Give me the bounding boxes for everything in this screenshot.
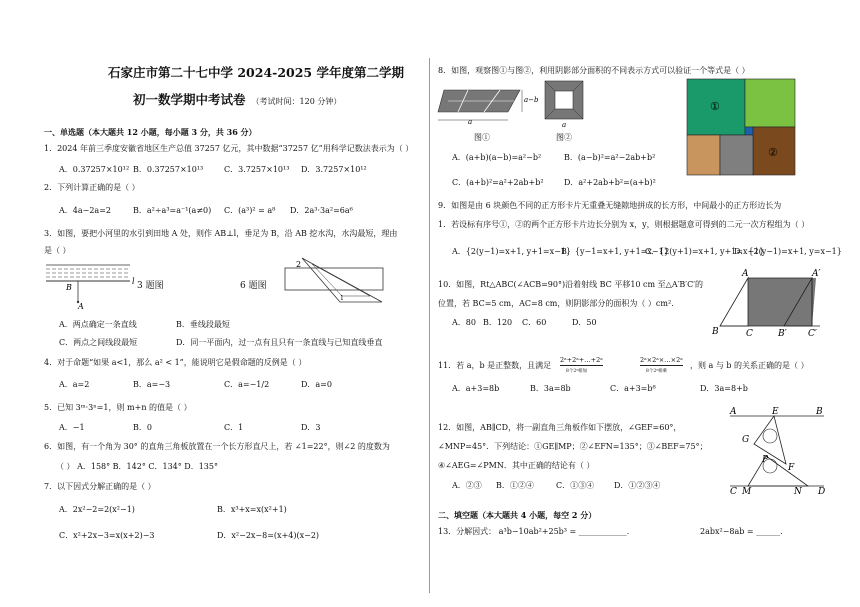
q1-option-d[interactable]: D．3.7257×10¹²: [301, 165, 367, 174]
q4-option-b[interactable]: B．a=−3: [133, 380, 171, 389]
q3-stem-cont: 是（ ）: [44, 246, 71, 255]
q11-option-d[interactable]: D．3a=8+b: [700, 384, 748, 393]
svg-text:C: C: [730, 487, 737, 497]
q8-stem: 8．如图，观察图①与图②，利用阴影部分面积的不同表示方式可以验证一个等式是（ ）: [438, 66, 750, 75]
svg-text:P: P: [762, 455, 769, 465]
q10-option-d[interactable]: D．50: [572, 318, 597, 327]
svg-text:B: B: [816, 407, 823, 417]
svg-text:a: a: [468, 118, 473, 126]
q9-option-a[interactable]: A．{2(y−1)=x+1, y+1=x−1}: [452, 247, 572, 256]
q6-stem: 6．如图，有一个角为 30° 的直角三角板放置在一个长方形直尺上，若 ∠1=22°，则∠2 的度数为: [44, 442, 390, 451]
q3-option-b[interactable]: B．垂线段最短: [176, 320, 230, 329]
svg-text:B′: B′: [778, 329, 787, 339]
svg-text:a−b: a−b: [524, 96, 539, 104]
section-one-heading: 一、单选题（本大题共 12 小题，每小题 3 分，共 36 分）: [44, 127, 257, 137]
q7-option-b[interactable]: B．x³+x=x(x²+1): [217, 505, 287, 514]
q2-stem: 2．下列计算正确的是（ ）: [44, 183, 140, 192]
svg-text:E: E: [772, 407, 779, 417]
q10-option-a[interactable]: A．80: [452, 318, 476, 327]
q5-option-d[interactable]: D．3: [301, 423, 321, 432]
q3-option-c[interactable]: C．两点之间线段最短: [59, 338, 138, 347]
q13-tail: 2abx²−8ab = ______．: [700, 527, 789, 536]
square-1-label: ①: [710, 100, 720, 113]
q3-option-d[interactable]: D．同一平面内，过一点有且只有一条直线与已知直线垂直: [176, 338, 383, 347]
svg-text:1: 1: [340, 295, 344, 302]
q8-figure-2: [542, 78, 592, 130]
svg-text:C: C: [746, 329, 753, 339]
q2-option-b[interactable]: B．a²÷a³=a⁻¹(a≠0): [133, 206, 212, 215]
q10-option-c[interactable]: C．60: [522, 318, 547, 327]
svg-text:2: 2: [296, 260, 302, 269]
svg-text:A: A: [730, 407, 737, 417]
svg-text:G: G: [742, 435, 750, 445]
q3-stem: 3．如图，要把小河里的水引到田地 A 处，则作 AB⊥l，垂足为 B，沿 AB 挖水沟，水沟最短，理由: [44, 229, 398, 238]
river-figure: [44, 262, 144, 312]
q4-option-a[interactable]: A．a=2: [59, 380, 90, 389]
q8-option-c[interactable]: C．(a+b)²=a²+2ab+b²: [452, 178, 544, 187]
q4-option-d[interactable]: D．a=0: [301, 380, 332, 389]
q9-option-d[interactable]: D．{2(y−1)=x+1, y=x−1}: [734, 247, 842, 256]
q1-option-b[interactable]: B．0.37257×10¹³: [133, 165, 204, 174]
q9-stem-cont: 1．若设标有序号①，②的两个正方形卡片边长分别为 x，y，则根据题意可得到的二元一次方程组为（ ）: [438, 220, 810, 229]
q12-option-c[interactable]: C．①③④: [556, 481, 595, 490]
svg-text:B: B: [712, 327, 719, 337]
q2-option-a[interactable]: A．4a−2a=2: [59, 206, 111, 215]
q8-option-a[interactable]: A．(a+b)(a−b)=a²−b²: [452, 153, 542, 162]
q1-stem: 1．2024 年前三季度安徽省地区生产总值 37257 亿元，其中数据“37257 亿”用科学记数法表示为（ ）: [44, 144, 414, 153]
q1-option-a[interactable]: A．0.37257×10¹²: [59, 165, 130, 174]
svg-text:D: D: [818, 487, 826, 497]
time-note: （考试时间：120 分钟）: [251, 97, 342, 106]
q5-option-a[interactable]: A．−1: [59, 423, 85, 432]
q4-option-c[interactable]: C．a=−1/2: [224, 380, 270, 389]
q9-stem: 9．如图是由 6 块颜色不同的正方形卡片无重叠无缝隙地拼成的长方形，中间最小的正方形边长为: [438, 201, 782, 210]
q6-options[interactable]: （ ） A．158° B．142° C．134° D．135°: [56, 462, 218, 471]
q1-option-c[interactable]: C．3.7257×10¹³: [224, 165, 290, 174]
q5-stem: 5．已知 3ᵐ·3ⁿ=1，则 m+n 的值是（ ）: [44, 403, 192, 412]
q8-figure-1-label: 图①: [474, 133, 490, 142]
q10-option-b[interactable]: B．120: [483, 318, 513, 327]
svg-text:N: N: [794, 487, 802, 497]
q2-option-d[interactable]: D．2a³·3a²=6a⁶: [290, 206, 353, 215]
q9-option-b[interactable]: B．{y−1=x+1, y+1=x−1}: [561, 247, 669, 256]
section-two-heading: 二、填空题（本大题共 4 小题，每空 2 分）: [438, 510, 597, 520]
svg-text:A′: A′: [812, 269, 821, 279]
q6-figure-label: 6 题图: [240, 281, 267, 291]
q10-stem-cont: 位置，若 BC=5 cm，AC=8 cm，则阴影部分的面积为（ ）cm².: [438, 299, 674, 308]
svg-text:A: A: [78, 302, 84, 311]
q4-stem: 4．对于命题“如果 a<1，那么 a² < 1”，能说明它是假命题的反例是（ ）: [44, 358, 307, 367]
q11-option-c[interactable]: C．a+3=b⁸: [610, 384, 656, 393]
q9-square-figure: [686, 78, 826, 198]
q11-tail: ，则 a 与 b 的关系正确的是（ ）: [690, 361, 809, 370]
square-2-label: ②: [768, 146, 778, 159]
q5-option-c[interactable]: C．1: [224, 423, 244, 432]
q10-triangle-figure: [708, 268, 828, 340]
q12-option-d[interactable]: D．①②③④: [614, 481, 661, 490]
q3-option-a[interactable]: A．两点确定一条直线: [59, 320, 137, 329]
q8-option-d[interactable]: D．a²+2ab+b²=(a+b)²: [564, 178, 656, 187]
school-title: 石家庄市第二十七中学 2024-2025 学年度第二学期: [108, 65, 404, 80]
q12-stem: 12．如图，AB∥CD，将一副直角三角板作如下摆放，∠GEF=60°，: [438, 423, 682, 432]
svg-text:l: l: [132, 277, 135, 286]
q12-option-b[interactable]: B．①②④: [496, 481, 534, 490]
q10-stem: 10．如图，Rt△ABC(∠ACB=90°)沿着射线 BC 平移10 cm 至△A′B′C′的: [438, 280, 704, 289]
q7-option-d[interactable]: D．x²−2x−8=(x+4)(x−2): [217, 531, 320, 540]
q13-stem: 13．分解因式： a³b−10ab²+25b³ = ____________．: [438, 527, 635, 536]
exam-name: 初一数学期中考试卷: [133, 92, 246, 107]
q7-option-c[interactable]: C．x²+2x−3=x(x+2)−3: [59, 531, 155, 540]
q12-stem-3: ④∠AEG=∠PMN．其中正确的结论有（ ）: [438, 461, 595, 470]
q12-parallel-lines-figure: [728, 404, 828, 496]
q2-option-c[interactable]: C．(a³)² = a⁸: [224, 206, 276, 215]
q11-frac1-num: 2ᵃ+2ᵃ+…+2ᵃ: [560, 356, 603, 364]
q7-option-a[interactable]: A．2x²−2=2(x²−1): [59, 505, 135, 514]
svg-text:M: M: [742, 487, 752, 497]
q7-stem: 7．以下因式分解正确的是（ ）: [44, 482, 156, 491]
svg-text:a: a: [562, 121, 567, 129]
q11-frac2-num: 2ᵃ×2ᵃ×…×2ᵃ: [640, 356, 683, 364]
q12-option-a[interactable]: A．②③: [452, 481, 482, 490]
exam-title: [133, 90, 341, 108]
q5-option-b[interactable]: B．0: [133, 423, 152, 432]
q8-figure-1: [438, 80, 538, 130]
q8-option-b[interactable]: B．(a−b)²=a²−2ab+b²: [564, 153, 656, 162]
ruler-triangle-figure: [282, 254, 402, 314]
q12-stem-2: ∠MNP=45°．下列结论：①GE∥MP；②∠EFN=135°；③∠BEF=75°；: [438, 442, 708, 451]
q11-frac2-den: 8个2ᵃ相乘: [646, 369, 667, 374]
column-divider: [429, 58, 430, 593]
svg-text:B: B: [66, 283, 72, 292]
q11-stem: 11．若 a，b 是正整数，且满足: [438, 361, 552, 370]
q11-frac1-den: 8个2ᵃ相加: [566, 369, 587, 374]
svg-text:C′: C′: [808, 329, 817, 339]
q3-figure-label: 3 题图: [137, 281, 164, 291]
svg-text:A: A: [742, 269, 749, 279]
q9-option-c[interactable]: C．{2(y+1)=x+1, y+1=x−1}: [645, 247, 765, 256]
q11-option-a[interactable]: A．a+3=8b: [452, 384, 500, 393]
svg-text:F: F: [788, 463, 795, 473]
q11-option-b[interactable]: B．3a=8b: [530, 384, 571, 393]
q8-figure-2-label: 图②: [556, 133, 572, 142]
